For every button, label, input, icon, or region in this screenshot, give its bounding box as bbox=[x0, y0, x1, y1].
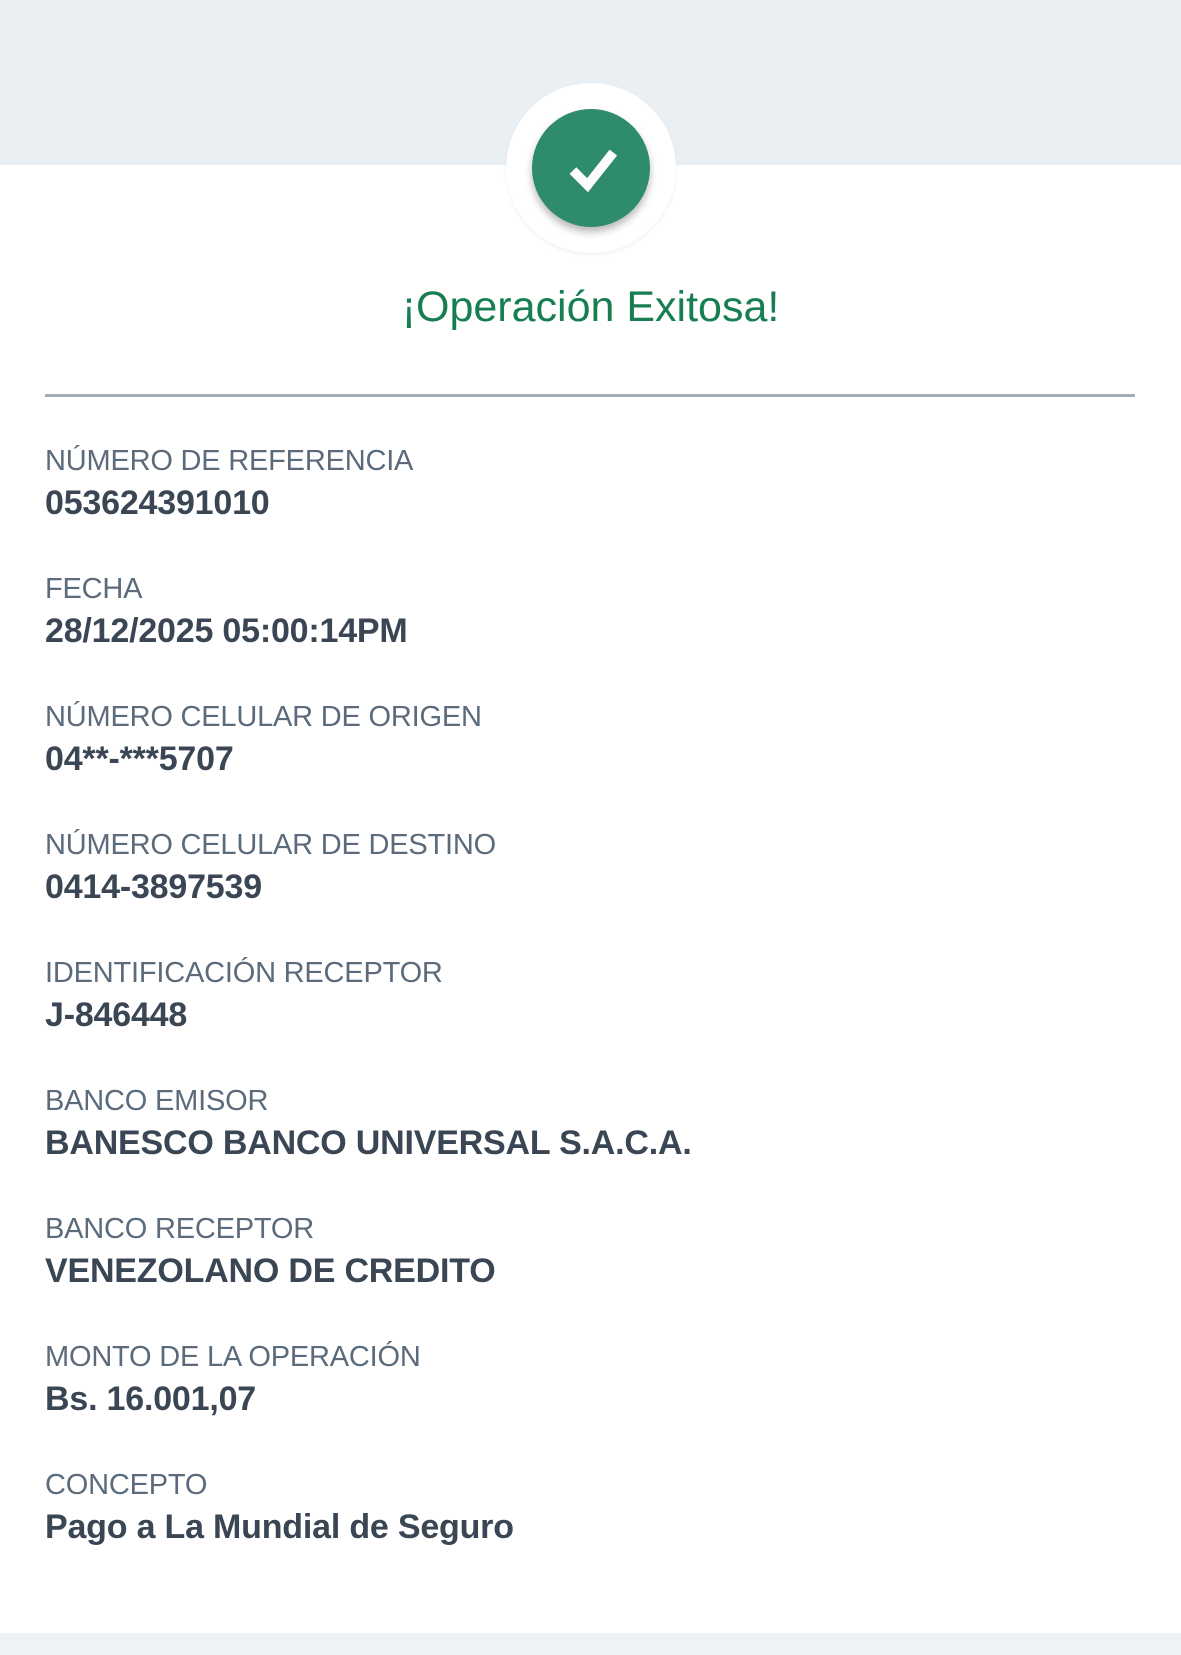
success-badge bbox=[506, 83, 676, 253]
field-label: CONCEPTO bbox=[45, 1469, 208, 1501]
field-value: Pago a La Mundial de Seguro bbox=[45, 1508, 514, 1546]
field-value: J-846448 bbox=[45, 996, 188, 1034]
receipt-field bbox=[45, 1339, 1136, 1421]
receipt-field bbox=[45, 443, 1136, 525]
field-label: BANCO RECEPTOR bbox=[45, 1213, 314, 1245]
field-value: 0414-3897539 bbox=[45, 868, 262, 906]
page-title: ¡Operación Exitosa! bbox=[401, 283, 780, 331]
field-label: FECHA bbox=[45, 573, 143, 605]
receipt-fields bbox=[0, 443, 1181, 1549]
receipt-field bbox=[45, 955, 1136, 1037]
field-label: MONTO DE LA OPERACIÓN bbox=[45, 1341, 421, 1373]
receipt-field bbox=[45, 1467, 1136, 1549]
field-value: VENEZOLANO DE CREDITO bbox=[45, 1252, 496, 1290]
field-value: Bs. 16.001,07 bbox=[45, 1380, 257, 1418]
field-label: NÚMERO CELULAR DE DESTINO bbox=[45, 829, 497, 861]
field-value: 053624391010 bbox=[45, 484, 270, 522]
field-label: NÚMERO CELULAR DE ORIGEN bbox=[45, 701, 482, 733]
field-value: BANESCO BANCO UNIVERSAL S.A.C.A. bbox=[45, 1124, 692, 1162]
receipt-field bbox=[45, 571, 1136, 653]
field-label: IDENTIFICACIÓN RECEPTOR bbox=[45, 957, 443, 989]
field-value: 28/12/2025 05:00:14PM bbox=[45, 612, 408, 650]
field-value: 04**-***5707 bbox=[45, 740, 234, 778]
receipt-field bbox=[45, 699, 1136, 781]
footer-bar bbox=[0, 1633, 1181, 1655]
receipt-field bbox=[45, 827, 1136, 909]
field-label: BANCO EMISOR bbox=[45, 1085, 269, 1117]
receipt-field bbox=[45, 1083, 1136, 1165]
check-circle-icon bbox=[532, 109, 650, 227]
divider bbox=[45, 394, 1135, 397]
receipt-field bbox=[45, 1211, 1136, 1293]
field-label: NÚMERO DE REFERENCIA bbox=[45, 445, 414, 477]
